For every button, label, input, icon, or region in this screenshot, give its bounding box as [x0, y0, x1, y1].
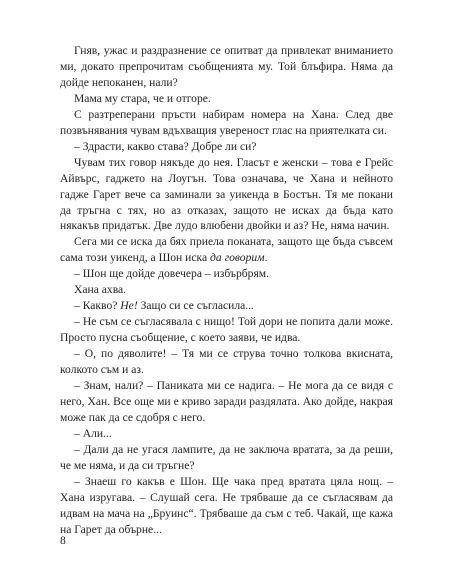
- paragraph-text: .: [264, 251, 268, 265]
- italic-emphasis: Не!: [120, 299, 138, 313]
- paragraph: [60, 298, 393, 314]
- paragraph: [60, 442, 393, 474]
- paragraph: [60, 107, 393, 139]
- paragraph-text: С разтреперани пръсти набирам номера на Хана. След две позвънявания чувам вдъхващия увереност глас на приятелката си.: [60, 107, 393, 137]
- paragraph: [60, 314, 393, 346]
- paragraph: [60, 378, 393, 426]
- paragraph: [60, 282, 393, 298]
- paragraph-text: Гняв, ужас и раздразнение се опитват да привлекат вниманието ми, докато препрочитам съобщенията му. Той блъфира. Няма да дойде непоканен, нали?: [60, 44, 393, 89]
- paragraph: [60, 139, 393, 155]
- paragraph-text: – Какво?: [74, 299, 121, 313]
- paragraph-text: – Али...: [74, 426, 112, 440]
- paragraph-text: Хана ахва.: [74, 283, 127, 297]
- paragraph: [60, 43, 393, 91]
- paragraph-text: – Не съм се съгласявала с нищо! Той дори не попита дали може. Просто пусна съобщение, с което заяви, че идва.: [60, 315, 393, 345]
- paragraph-text: – Шон ще дойде довечера – избърбрям.: [74, 267, 270, 281]
- paragraph: [60, 474, 393, 538]
- paragraph-text: Защо си се съгласила...: [137, 299, 254, 313]
- paragraph: [60, 426, 393, 442]
- paragraph-text: – О, по дяволите! – Тя ми се струва точно толкова вкисната, колкото съм и аз.: [60, 347, 393, 377]
- page-number: 8: [60, 534, 66, 547]
- paragraph: [60, 234, 393, 266]
- paragraph: [60, 266, 393, 282]
- italic-emphasis: да говорим: [210, 251, 265, 265]
- page-body-text: [60, 43, 393, 538]
- paragraph-text: Чувам тих говор някъде до нея. Гласът е женски – това е Грейс Айвърс, гаджето на Лоугън. Това означава, че Хана и нейното гадже Гарет вече са заминали за уикенда в Бостън. Тя ме покани да тръгна с тях, но аз отказах, защото не исках да бъда като някакъв придатък. Две лудо влюбени двойки и аз? Не, няма начин.: [60, 155, 393, 233]
- paragraph-text: – Дали да не угася лампите, да не заключа вратата, за да реши, че ме няма, и да си тръгне?: [60, 442, 393, 472]
- paragraph: [60, 91, 393, 107]
- paragraph: [60, 155, 393, 235]
- paragraph-text: Мама му стара, че и отгоре.: [74, 91, 211, 105]
- paragraph-text: – Здрасти, какво става? Добре ли си?: [74, 139, 257, 153]
- paragraph-text: – Знаеш го какъв е Шон. Ще чака пред вратата цяла нощ. – Хана изругава. – Слушай сега. Не трябваше да се съгласявам да идвам на мача на „Бруинс“. Трябваше да съм с теб. Чакай, ще кажа на Гарет да обърне...: [60, 474, 393, 536]
- paragraph-text: – Знам, нали? – Паниката ми се надига. – Не мога да се видя с него, Хан. Все още ми е криво заради раздялата. Ако дойде, накрая може пак да се сдобря с него.: [60, 379, 393, 424]
- paragraph-text: Сега ми се иска да бях приела поканата, защото ще бъда съвсем сама този уикенд, а Шон иска: [60, 235, 393, 265]
- paragraph: [60, 346, 393, 378]
